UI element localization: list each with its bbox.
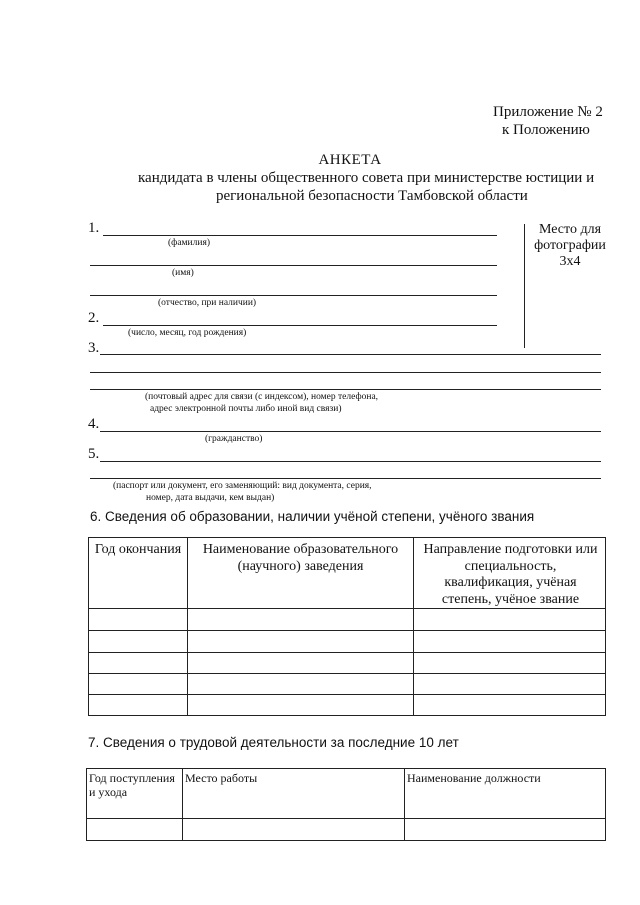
surname-caption: (фамилия) [168, 238, 210, 248]
form-subtitle-line2: региональной безопасности Тамбовской области [216, 188, 528, 204]
birth-date-caption: (число, месяц, год рождения) [128, 328, 247, 338]
address-caption-line1: (почтовый адрес для связи (с индексом), номер телефона, [145, 392, 379, 402]
birth-date-field[interactable] [103, 325, 497, 326]
passport-caption-line1: (паспорт или документ, его заменяющий: вид документа, серия, [113, 481, 372, 491]
education-header-row [89, 538, 606, 609]
table-cell[interactable] [183, 819, 405, 841]
work-table [86, 768, 606, 841]
table-cell[interactable] [87, 819, 183, 841]
table-cell[interactable] [89, 609, 188, 631]
patronymic-field[interactable] [90, 295, 497, 296]
work-col-years: Год поступления и ухода [87, 769, 183, 819]
field-number-3: 3. [88, 340, 100, 356]
table-cell[interactable] [414, 695, 606, 716]
address-caption-line2: адрес электронной почты либо иной вид связи) [150, 404, 342, 414]
work-col-workplace: Место работы [183, 769, 405, 819]
passport-field-line2[interactable] [90, 478, 601, 479]
table-cell[interactable] [188, 653, 414, 674]
table-cell[interactable] [89, 631, 188, 653]
work-col-position: Наименование должности [405, 769, 606, 819]
surname-field[interactable] [103, 235, 497, 236]
education-table [88, 537, 606, 716]
form-title: АНКЕТА [318, 152, 382, 168]
table-cell[interactable] [188, 609, 414, 631]
passport-field-line1[interactable] [100, 461, 601, 462]
work-heading: 7. Сведения о трудовой деятельности за последние 10 лет [88, 735, 459, 750]
photo-label-line3: 3х4 [559, 254, 581, 269]
photo-box-border [524, 224, 525, 348]
citizenship-field[interactable] [100, 431, 601, 432]
field-number-4: 4. [88, 416, 100, 432]
table-row [87, 819, 606, 841]
address-field-line2[interactable] [90, 372, 601, 373]
table-row [89, 653, 606, 674]
citizenship-caption: (гражданство) [205, 434, 263, 444]
passport-caption-line2: номер, дата выдачи, кем выдан) [146, 493, 275, 503]
table-cell[interactable] [89, 674, 188, 695]
table-row [89, 631, 606, 653]
field-number-5: 5. [88, 446, 100, 462]
table-row [89, 674, 606, 695]
photo-placeholder [530, 222, 610, 270]
education-col-year: Год окончания [89, 538, 188, 609]
appendix-number: Приложение № 2 [493, 104, 603, 120]
table-cell[interactable] [414, 674, 606, 695]
table-row [89, 609, 606, 631]
table-row [89, 695, 606, 716]
patronymic-caption: (отчество, при наличии) [158, 298, 257, 308]
address-field-line3[interactable] [90, 389, 601, 390]
table-cell[interactable] [188, 631, 414, 653]
name-caption: (имя) [172, 268, 194, 278]
work-header-row [87, 769, 606, 819]
education-col-specialty: Направление подготовки или специальность, квалификация, учёная степень, учёное звание [414, 538, 606, 609]
photo-label-line2: фотографии [534, 238, 606, 253]
appendix-reference: к Положению [502, 122, 590, 138]
education-col-institution: Наименование образовательного (научного) заведения [188, 538, 414, 609]
form-subtitle-line1: кандидата в члены общественного совета при министерстве юстиции и [138, 170, 595, 186]
table-cell[interactable] [89, 653, 188, 674]
table-cell[interactable] [89, 695, 188, 716]
table-cell[interactable] [405, 819, 606, 841]
table-cell[interactable] [414, 631, 606, 653]
address-field-line1[interactable] [100, 354, 601, 355]
name-field[interactable] [90, 265, 497, 266]
education-heading: 6. Сведения об образовании, наличии учёной степени, учёного звания [90, 509, 535, 524]
table-cell[interactable] [414, 609, 606, 631]
photo-label-line1: Место для [538, 222, 602, 237]
table-cell[interactable] [188, 674, 414, 695]
table-cell[interactable] [414, 653, 606, 674]
table-cell[interactable] [188, 695, 414, 716]
field-number-1: 1. [88, 220, 100, 236]
field-number-2: 2. [88, 310, 100, 326]
